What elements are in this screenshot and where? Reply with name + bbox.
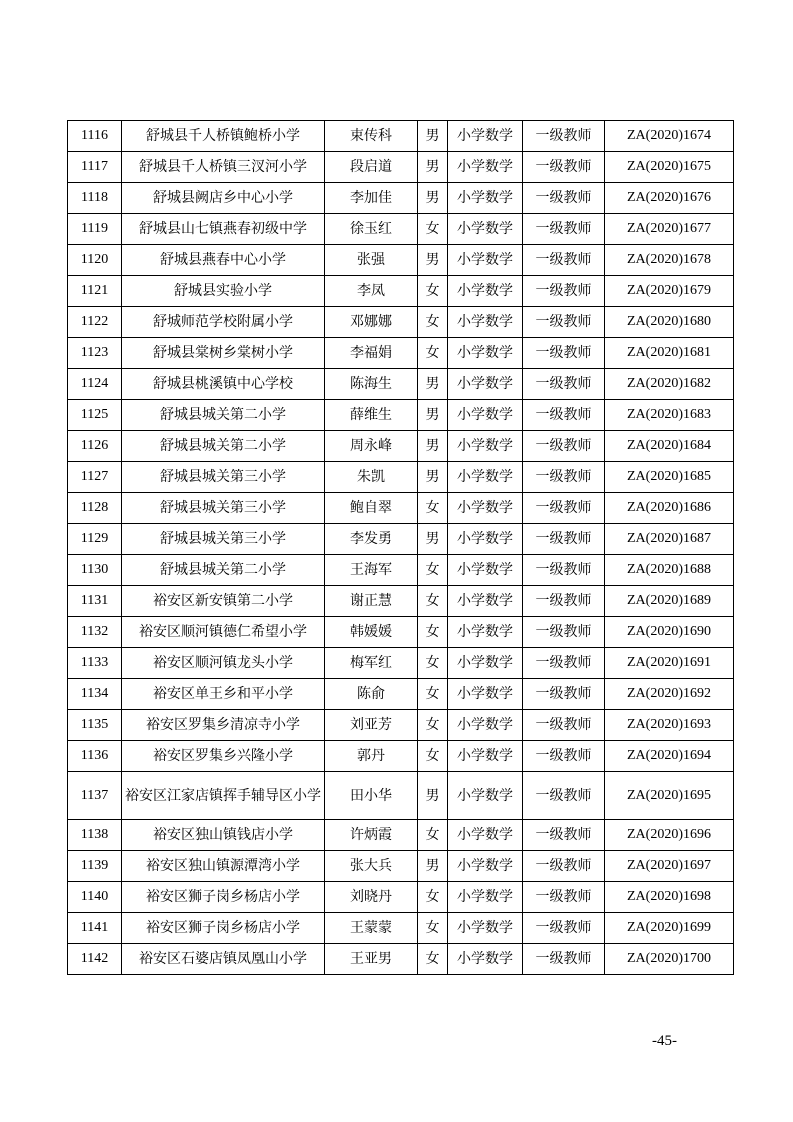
row-number-cell: 1139 (68, 851, 122, 882)
gender-cell: 女 (418, 555, 448, 586)
school-cell: 裕安区罗集乡兴隆小学 (122, 741, 325, 772)
subject-cell: 小学数学 (448, 183, 523, 214)
certificate-number-cell: ZA(2020)1697 (605, 851, 734, 882)
teacher-roster-table (67, 120, 734, 975)
gender-cell: 男 (418, 183, 448, 214)
gender-cell: 女 (418, 944, 448, 975)
row-number-cell: 1138 (68, 820, 122, 851)
subject-cell: 小学数学 (448, 913, 523, 944)
school-cell: 舒城县城关第二小学 (122, 400, 325, 431)
row-number-cell: 1129 (68, 524, 122, 555)
school-cell: 舒城县城关第三小学 (122, 493, 325, 524)
name-cell: 邓娜娜 (325, 307, 418, 338)
subject-cell: 小学数学 (448, 214, 523, 245)
table-row (68, 245, 734, 276)
certificate-number-cell: ZA(2020)1693 (605, 710, 734, 741)
subject-cell: 小学数学 (448, 152, 523, 183)
gender-cell: 女 (418, 882, 448, 913)
name-cell: 李福娟 (325, 338, 418, 369)
title-cell: 一级教师 (523, 245, 605, 276)
certificate-number-cell: ZA(2020)1700 (605, 944, 734, 975)
subject-cell: 小学数学 (448, 400, 523, 431)
title-cell: 一级教师 (523, 462, 605, 493)
name-cell: 郭丹 (325, 741, 418, 772)
table-row (68, 586, 734, 617)
subject-cell: 小学数学 (448, 586, 523, 617)
title-cell: 一级教师 (523, 648, 605, 679)
gender-cell: 女 (418, 710, 448, 741)
gender-cell: 女 (418, 276, 448, 307)
name-cell: 刘亚芳 (325, 710, 418, 741)
gender-cell: 女 (418, 648, 448, 679)
row-number-cell: 1119 (68, 214, 122, 245)
school-cell: 裕安区石婆店镇凤凰山小学 (122, 944, 325, 975)
certificate-number-cell: ZA(2020)1685 (605, 462, 734, 493)
name-cell: 薛维生 (325, 400, 418, 431)
subject-cell: 小学数学 (448, 431, 523, 462)
subject-cell: 小学数学 (448, 307, 523, 338)
certificate-number-cell: ZA(2020)1686 (605, 493, 734, 524)
certificate-number-cell: ZA(2020)1689 (605, 586, 734, 617)
title-cell: 一级教师 (523, 214, 605, 245)
gender-cell: 女 (418, 586, 448, 617)
title-cell: 一级教师 (523, 276, 605, 307)
name-cell: 徐玉红 (325, 214, 418, 245)
school-cell: 裕安区新安镇第二小学 (122, 586, 325, 617)
school-cell: 裕安区狮子岗乡杨店小学 (122, 913, 325, 944)
subject-cell: 小学数学 (448, 276, 523, 307)
certificate-number-cell: ZA(2020)1695 (605, 772, 734, 820)
school-cell: 舒城县城关第二小学 (122, 555, 325, 586)
school-cell: 舒城县实验小学 (122, 276, 325, 307)
row-number-cell: 1124 (68, 369, 122, 400)
title-cell: 一级教师 (523, 913, 605, 944)
certificate-number-cell: ZA(2020)1688 (605, 555, 734, 586)
gender-cell: 女 (418, 820, 448, 851)
row-number-cell: 1120 (68, 245, 122, 276)
row-number-cell: 1125 (68, 400, 122, 431)
school-cell: 舒城县千人桥镇鲍桥小学 (122, 121, 325, 152)
row-number-cell: 1122 (68, 307, 122, 338)
certificate-number-cell: ZA(2020)1677 (605, 214, 734, 245)
row-number-cell: 1135 (68, 710, 122, 741)
title-cell: 一级教师 (523, 772, 605, 820)
gender-cell: 女 (418, 741, 448, 772)
certificate-number-cell: ZA(2020)1694 (605, 741, 734, 772)
title-cell: 一级教师 (523, 820, 605, 851)
title-cell: 一级教师 (523, 555, 605, 586)
name-cell: 刘晓丹 (325, 882, 418, 913)
row-number-cell: 1133 (68, 648, 122, 679)
school-cell: 舒城县棠树乡棠树小学 (122, 338, 325, 369)
certificate-number-cell: ZA(2020)1696 (605, 820, 734, 851)
table-row (68, 524, 734, 555)
gender-cell: 女 (418, 214, 448, 245)
gender-cell: 女 (418, 617, 448, 648)
school-cell: 裕安区独山镇源潭湾小学 (122, 851, 325, 882)
title-cell: 一级教师 (523, 400, 605, 431)
table-row (68, 820, 734, 851)
table-row (68, 617, 734, 648)
title-cell: 一级教师 (523, 679, 605, 710)
name-cell: 王亚男 (325, 944, 418, 975)
school-cell: 舒城师范学校附属小学 (122, 307, 325, 338)
row-number-cell: 1136 (68, 741, 122, 772)
certificate-number-cell: ZA(2020)1674 (605, 121, 734, 152)
table-row (68, 121, 734, 152)
school-cell: 舒城县城关第二小学 (122, 431, 325, 462)
gender-cell: 男 (418, 400, 448, 431)
row-number-cell: 1116 (68, 121, 122, 152)
row-number-cell: 1130 (68, 555, 122, 586)
subject-cell: 小学数学 (448, 820, 523, 851)
table-row (68, 462, 734, 493)
name-cell: 梅军红 (325, 648, 418, 679)
roster-body (68, 121, 734, 975)
row-number-cell: 1131 (68, 586, 122, 617)
subject-cell: 小学数学 (448, 944, 523, 975)
row-number-cell: 1117 (68, 152, 122, 183)
subject-cell: 小学数学 (448, 851, 523, 882)
gender-cell: 男 (418, 369, 448, 400)
school-cell: 裕安区狮子岗乡杨店小学 (122, 882, 325, 913)
row-number-cell: 1142 (68, 944, 122, 975)
table-row (68, 944, 734, 975)
certificate-number-cell: ZA(2020)1690 (605, 617, 734, 648)
name-cell: 许炳霞 (325, 820, 418, 851)
school-cell: 裕安区罗集乡清凉寺小学 (122, 710, 325, 741)
row-number-cell: 1126 (68, 431, 122, 462)
name-cell: 王海军 (325, 555, 418, 586)
title-cell: 一级教师 (523, 741, 605, 772)
certificate-number-cell: ZA(2020)1682 (605, 369, 734, 400)
table-row (68, 851, 734, 882)
school-cell: 裕安区单王乡和平小学 (122, 679, 325, 710)
table-row (68, 772, 734, 820)
table-row (68, 183, 734, 214)
subject-cell: 小学数学 (448, 741, 523, 772)
table-row (68, 648, 734, 679)
row-number-cell: 1134 (68, 679, 122, 710)
school-cell: 裕安区江家店镇挥手辅导区小学 (122, 772, 325, 820)
gender-cell: 男 (418, 245, 448, 276)
subject-cell: 小学数学 (448, 524, 523, 555)
title-cell: 一级教师 (523, 586, 605, 617)
table-row (68, 152, 734, 183)
title-cell: 一级教师 (523, 307, 605, 338)
subject-cell: 小学数学 (448, 710, 523, 741)
certificate-number-cell: ZA(2020)1678 (605, 245, 734, 276)
title-cell: 一级教师 (523, 617, 605, 648)
row-number-cell: 1123 (68, 338, 122, 369)
name-cell: 李凤 (325, 276, 418, 307)
title-cell: 一级教师 (523, 338, 605, 369)
subject-cell: 小学数学 (448, 617, 523, 648)
page-number: -45- (652, 1033, 677, 1049)
school-cell: 舒城县燕春中心小学 (122, 245, 325, 276)
school-cell: 裕安区顺河镇龙头小学 (122, 648, 325, 679)
table-row (68, 679, 734, 710)
subject-cell: 小学数学 (448, 245, 523, 276)
certificate-number-cell: ZA(2020)1679 (605, 276, 734, 307)
table-row (68, 214, 734, 245)
name-cell: 谢正慧 (325, 586, 418, 617)
gender-cell: 男 (418, 851, 448, 882)
certificate-number-cell: ZA(2020)1676 (605, 183, 734, 214)
subject-cell: 小学数学 (448, 121, 523, 152)
name-cell: 张强 (325, 245, 418, 276)
gender-cell: 男 (418, 524, 448, 555)
certificate-number-cell: ZA(2020)1699 (605, 913, 734, 944)
table-row (68, 276, 734, 307)
table-row (68, 913, 734, 944)
school-cell: 裕安区独山镇钱店小学 (122, 820, 325, 851)
table-row (68, 710, 734, 741)
name-cell: 鲍自翠 (325, 493, 418, 524)
table-row (68, 555, 734, 586)
name-cell: 王蒙蒙 (325, 913, 418, 944)
name-cell: 束传科 (325, 121, 418, 152)
school-cell: 舒城县阙店乡中心小学 (122, 183, 325, 214)
name-cell: 陈俞 (325, 679, 418, 710)
title-cell: 一级教师 (523, 851, 605, 882)
row-number-cell: 1140 (68, 882, 122, 913)
title-cell: 一级教师 (523, 121, 605, 152)
gender-cell: 女 (418, 307, 448, 338)
row-number-cell: 1128 (68, 493, 122, 524)
table-row (68, 307, 734, 338)
gender-cell: 男 (418, 462, 448, 493)
gender-cell: 女 (418, 493, 448, 524)
subject-cell: 小学数学 (448, 555, 523, 586)
title-cell: 一级教师 (523, 183, 605, 214)
school-cell: 舒城县城关第三小学 (122, 462, 325, 493)
name-cell: 张大兵 (325, 851, 418, 882)
name-cell: 韩媛媛 (325, 617, 418, 648)
school-cell: 裕安区顺河镇德仁希望小学 (122, 617, 325, 648)
row-number-cell: 1141 (68, 913, 122, 944)
name-cell: 朱凯 (325, 462, 418, 493)
gender-cell: 女 (418, 913, 448, 944)
certificate-number-cell: ZA(2020)1698 (605, 882, 734, 913)
title-cell: 一级教师 (523, 431, 605, 462)
certificate-number-cell: ZA(2020)1691 (605, 648, 734, 679)
table-row (68, 369, 734, 400)
school-cell: 舒城县千人桥镇三汊河小学 (122, 152, 325, 183)
name-cell: 周永峰 (325, 431, 418, 462)
subject-cell: 小学数学 (448, 882, 523, 913)
subject-cell: 小学数学 (448, 369, 523, 400)
gender-cell: 男 (418, 431, 448, 462)
name-cell: 田小华 (325, 772, 418, 820)
title-cell: 一级教师 (523, 493, 605, 524)
school-cell: 舒城县桃溪镇中心学校 (122, 369, 325, 400)
certificate-number-cell: ZA(2020)1680 (605, 307, 734, 338)
table-row (68, 431, 734, 462)
certificate-number-cell: ZA(2020)1681 (605, 338, 734, 369)
subject-cell: 小学数学 (448, 462, 523, 493)
title-cell: 一级教师 (523, 944, 605, 975)
gender-cell: 男 (418, 772, 448, 820)
row-number-cell: 1121 (68, 276, 122, 307)
subject-cell: 小学数学 (448, 338, 523, 369)
title-cell: 一级教师 (523, 710, 605, 741)
certificate-number-cell: ZA(2020)1684 (605, 431, 734, 462)
gender-cell: 男 (418, 121, 448, 152)
name-cell: 段启道 (325, 152, 418, 183)
gender-cell: 女 (418, 679, 448, 710)
row-number-cell: 1132 (68, 617, 122, 648)
table-row (68, 400, 734, 431)
title-cell: 一级教师 (523, 369, 605, 400)
certificate-number-cell: ZA(2020)1687 (605, 524, 734, 555)
name-cell: 陈海生 (325, 369, 418, 400)
title-cell: 一级教师 (523, 152, 605, 183)
subject-cell: 小学数学 (448, 679, 523, 710)
row-number-cell: 1118 (68, 183, 122, 214)
subject-cell: 小学数学 (448, 493, 523, 524)
subject-cell: 小学数学 (448, 772, 523, 820)
title-cell: 一级教师 (523, 882, 605, 913)
name-cell: 李发勇 (325, 524, 418, 555)
table-row (68, 741, 734, 772)
certificate-number-cell: ZA(2020)1683 (605, 400, 734, 431)
school-cell: 舒城县山七镇燕春初级中学 (122, 214, 325, 245)
row-number-cell: 1137 (68, 772, 122, 820)
school-cell: 舒城县城关第三小学 (122, 524, 325, 555)
subject-cell: 小学数学 (448, 648, 523, 679)
name-cell: 李加佳 (325, 183, 418, 214)
table-row (68, 338, 734, 369)
table-row (68, 882, 734, 913)
certificate-number-cell: ZA(2020)1675 (605, 152, 734, 183)
certificate-number-cell: ZA(2020)1692 (605, 679, 734, 710)
gender-cell: 男 (418, 152, 448, 183)
gender-cell: 女 (418, 338, 448, 369)
row-number-cell: 1127 (68, 462, 122, 493)
title-cell: 一级教师 (523, 524, 605, 555)
table-row (68, 493, 734, 524)
